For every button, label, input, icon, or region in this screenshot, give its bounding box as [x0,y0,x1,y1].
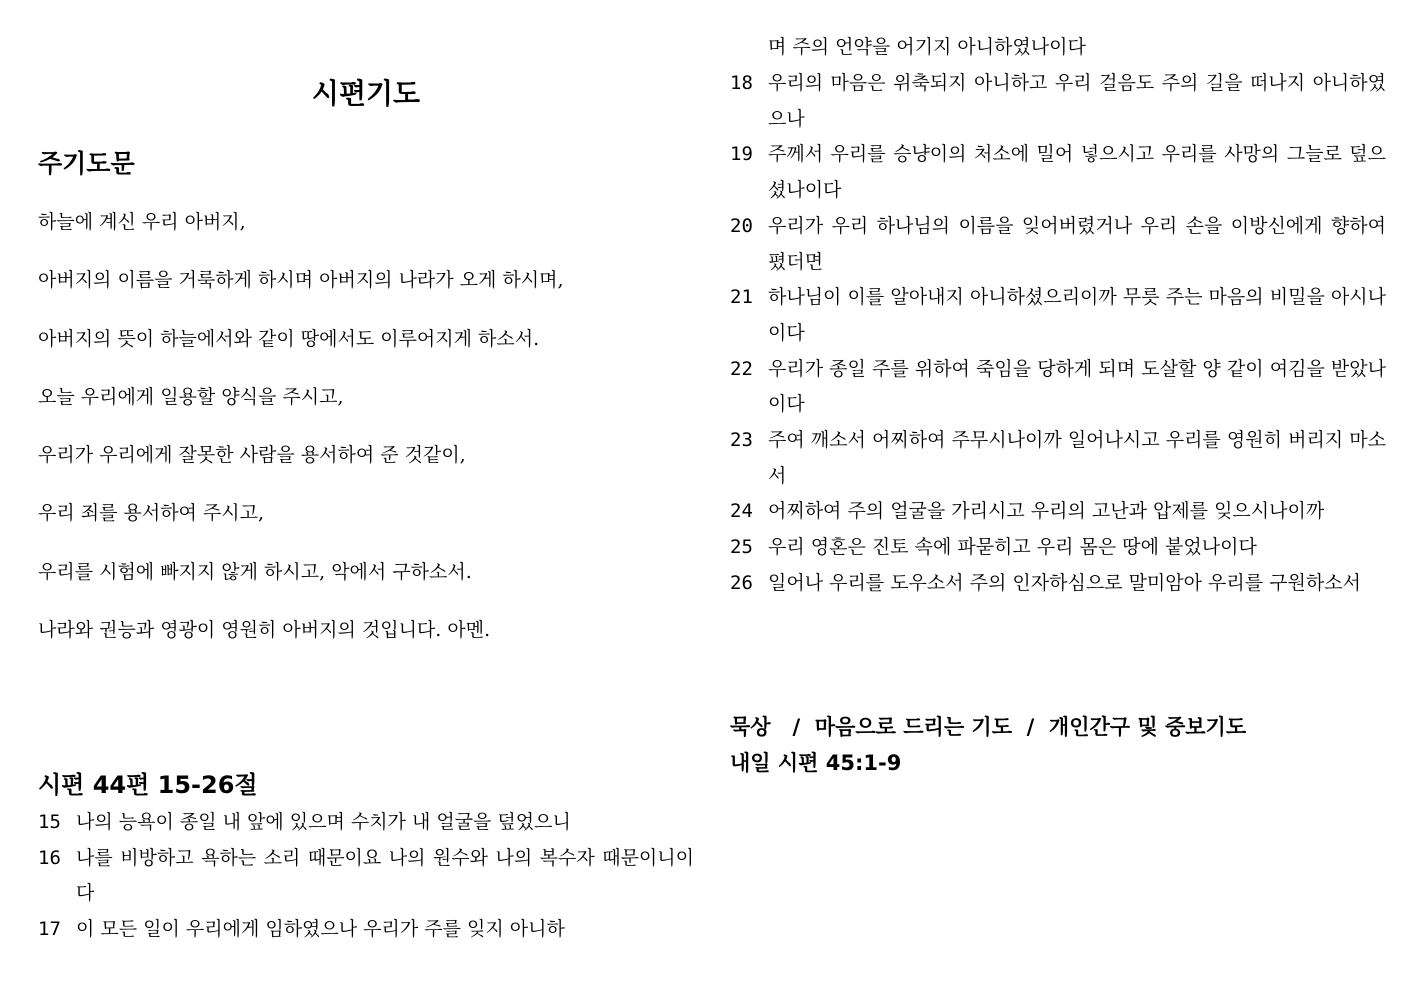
verse [730,280,1386,351]
verse-number: 21 [730,286,753,309]
psalm-verses-left [38,805,694,948]
verse-text: 주여 깨소서 어찌하여 주무시나이까 일어나시고 우리를 영원히 버리지 마소서 [768,429,1386,487]
prayer-line: 오늘 우리에게 일용할 양식을 주시고, [38,385,344,408]
verse-text: 나의 능욕이 종일 내 앞에 있으며 수치가 내 얼굴을 덮었으니 [76,811,571,833]
page-title: 시편기도 [311,77,421,110]
verse-text: 우리가 우리 하나님의 이름을 잊어버렸거나 우리 손을 이방신에게 향하여 폈더면 [768,214,1386,273]
verse-text: 일어나 우리를 도우소서 주의 인자하심으로 말미암아 우리를 구원하소서 [768,571,1361,594]
prayer-line: 아버지의 뜻이 하늘에서와 같이 땅에서도 이루어지게 하소서. [38,327,540,350]
prayer-line: 우리가 우리에게 잘못한 사람을 용서하여 준 것같이, [38,444,466,467]
verse-text: 주께서 우리를 승냥이의 처소에 밀어 넣으시고 우리를 사망의 그늘로 덮으셨나이다 [768,143,1386,202]
footer-notes [730,709,1390,781]
verse-number: 17 [38,918,61,941]
verse-number: 24 [730,500,753,523]
lords-prayer-heading: 주기도문 [38,149,135,178]
prayer-line: 우리 죄를 용서하여 주시고, [38,502,265,525]
verse-number: 22 [730,357,753,380]
meditation-line: 묵상 / 마음으로 드리는 기도 / 개인간구 및 중보기도 [730,715,1247,739]
verse-text: 하나님이 이를 알아내지 아니하셨으리이까 무릇 주는 마음의 비밀을 아시나이다 [768,286,1386,344]
verse [730,352,1386,423]
prayer-line: 아버지의 이름을 거룩하게 하시며 아버지의 나라가 오게 하시며, [38,269,564,292]
verse-number: 18 [730,72,753,94]
verse-number: 15 [38,811,61,833]
verse-text: 어찌하여 주의 얼굴을 가리시고 우리의 고난과 압제를 잊으시나이까 [768,500,1325,523]
verse-text: 이 모든 일이 우리에게 임하였으나 우리가 주를 잊지 아니하 [76,918,565,941]
verse-number: 26 [730,571,753,594]
verse-number: 25 [730,536,753,559]
lords-prayer-text [38,205,698,671]
prayer-line: 우리를 시험에 빠지지 않게 하시고, 악에서 구하소서. [38,560,472,583]
prayer-line: 하늘에 계신 우리 아버지, [38,211,246,233]
verse [730,209,1386,280]
tomorrow-psalm: 내일 시편 45:1-9 [730,751,902,775]
verse [730,423,1386,494]
prayer-line: 나라와 권능과 영광이 영원히 아버지의 것입니다. 아멘. [38,619,491,642]
verse [38,841,694,912]
verse-number: 20 [730,214,753,237]
psalm-heading: 시편 44편 15-26절 [38,771,258,799]
verse-number: 23 [730,429,753,452]
psalm-verses-right [730,66,1386,602]
verse-text: 나를 비방하고 욕하는 소리 때문이요 나의 원수와 나의 복수자 때문이니이다 [76,846,694,905]
verse-continuation: 며 주의 언약을 어기지 아니하였나이다 [768,36,1086,58]
verse [730,66,1386,137]
verse-number: 16 [38,846,61,869]
verse [730,494,1386,530]
verse-text: 우리 영혼은 진토 속에 파묻히고 우리 몸은 땅에 붙었나이다 [768,536,1257,559]
verse-text: 우리가 종일 주를 위하여 죽임을 당하게 되며 도살할 양 같이 여김을 받았나이다 [768,357,1386,416]
verse [730,530,1386,566]
verse-text: 우리의 마음은 위축되지 아니하고 우리 걸음도 주의 길을 떠나지 아니하였으나 [768,72,1386,130]
verse [38,912,694,948]
verse [730,566,1386,602]
verse-number: 19 [730,143,753,166]
verse [38,805,694,841]
verse [730,137,1386,208]
